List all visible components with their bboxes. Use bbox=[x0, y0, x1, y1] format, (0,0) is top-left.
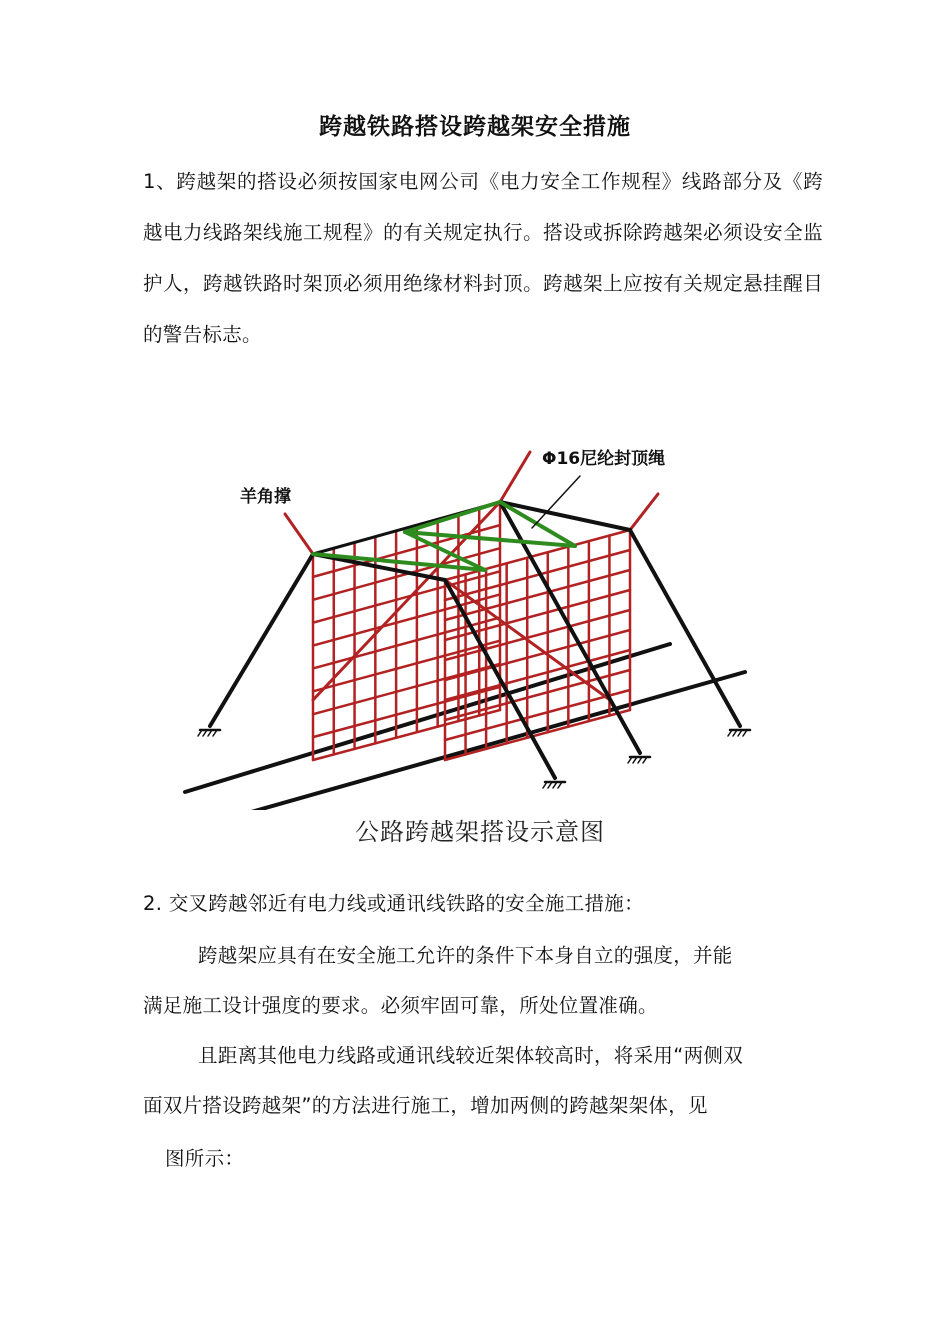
label-goat-horn-brace: 羊角撑 bbox=[240, 487, 291, 507]
section-2-p2-line2: 面双片搭设跨越架”的方法进行施工，增加两侧的跨越架架体，见 bbox=[143, 1094, 708, 1117]
frame-leg bbox=[210, 554, 313, 726]
scaffold-rail bbox=[445, 550, 630, 600]
horn-brace bbox=[630, 494, 658, 530]
scaffold-rail bbox=[445, 570, 630, 620]
scaffold-rail bbox=[313, 641, 500, 692]
section-1-paragraph: 1、跨越架的搭设必须按国家电网公司《电力安全工作规程》线路部分及《跨越电力线路架线施工规程》的有关规定执行。搭设或拆除跨越架必须设安全监护人，跨越铁路时架顶必须用绝缘材料封顶。跨越架上应按有关规定悬挂醒目的警告标志。 bbox=[143, 170, 823, 346]
frame-beam bbox=[500, 502, 630, 530]
label-leader bbox=[532, 476, 580, 528]
section-2-p1-line1: 跨越架应具有在安全施工允许的条件下本身自立的强度，并能 bbox=[198, 944, 733, 967]
scaffold-rail bbox=[445, 650, 630, 700]
section-2-p2-line1: 且距离其他电力线路或通讯线较近架体较高时，将采用“两侧双 bbox=[198, 1044, 744, 1067]
section-2-p2-line3: 图所示： bbox=[165, 1147, 245, 1170]
crossing-frame-diagram bbox=[180, 440, 780, 850]
document-title: 跨越铁路搭设跨越架安全措施 bbox=[319, 114, 631, 140]
rail-line bbox=[230, 672, 745, 810]
scaffold-rail bbox=[313, 571, 500, 622]
section-2-heading: 2. 交叉跨越邻近有电力线或通讯线铁路的安全施工措施： bbox=[143, 892, 644, 915]
scaffold-rail bbox=[445, 630, 630, 680]
horn-brace bbox=[285, 514, 313, 554]
horn-brace bbox=[500, 452, 530, 502]
scaffold-rail bbox=[445, 610, 630, 660]
label-nylon-roof-rope: Φ16尼纶封顶绳 bbox=[542, 449, 666, 469]
figure-caption: 公路跨越架搭设示意图 bbox=[355, 818, 605, 846]
frame-leg bbox=[630, 530, 740, 726]
section-2-p1-line2: 满足施工设计强度的要求。必须牢固可靠，所处位置准确。 bbox=[143, 994, 658, 1017]
